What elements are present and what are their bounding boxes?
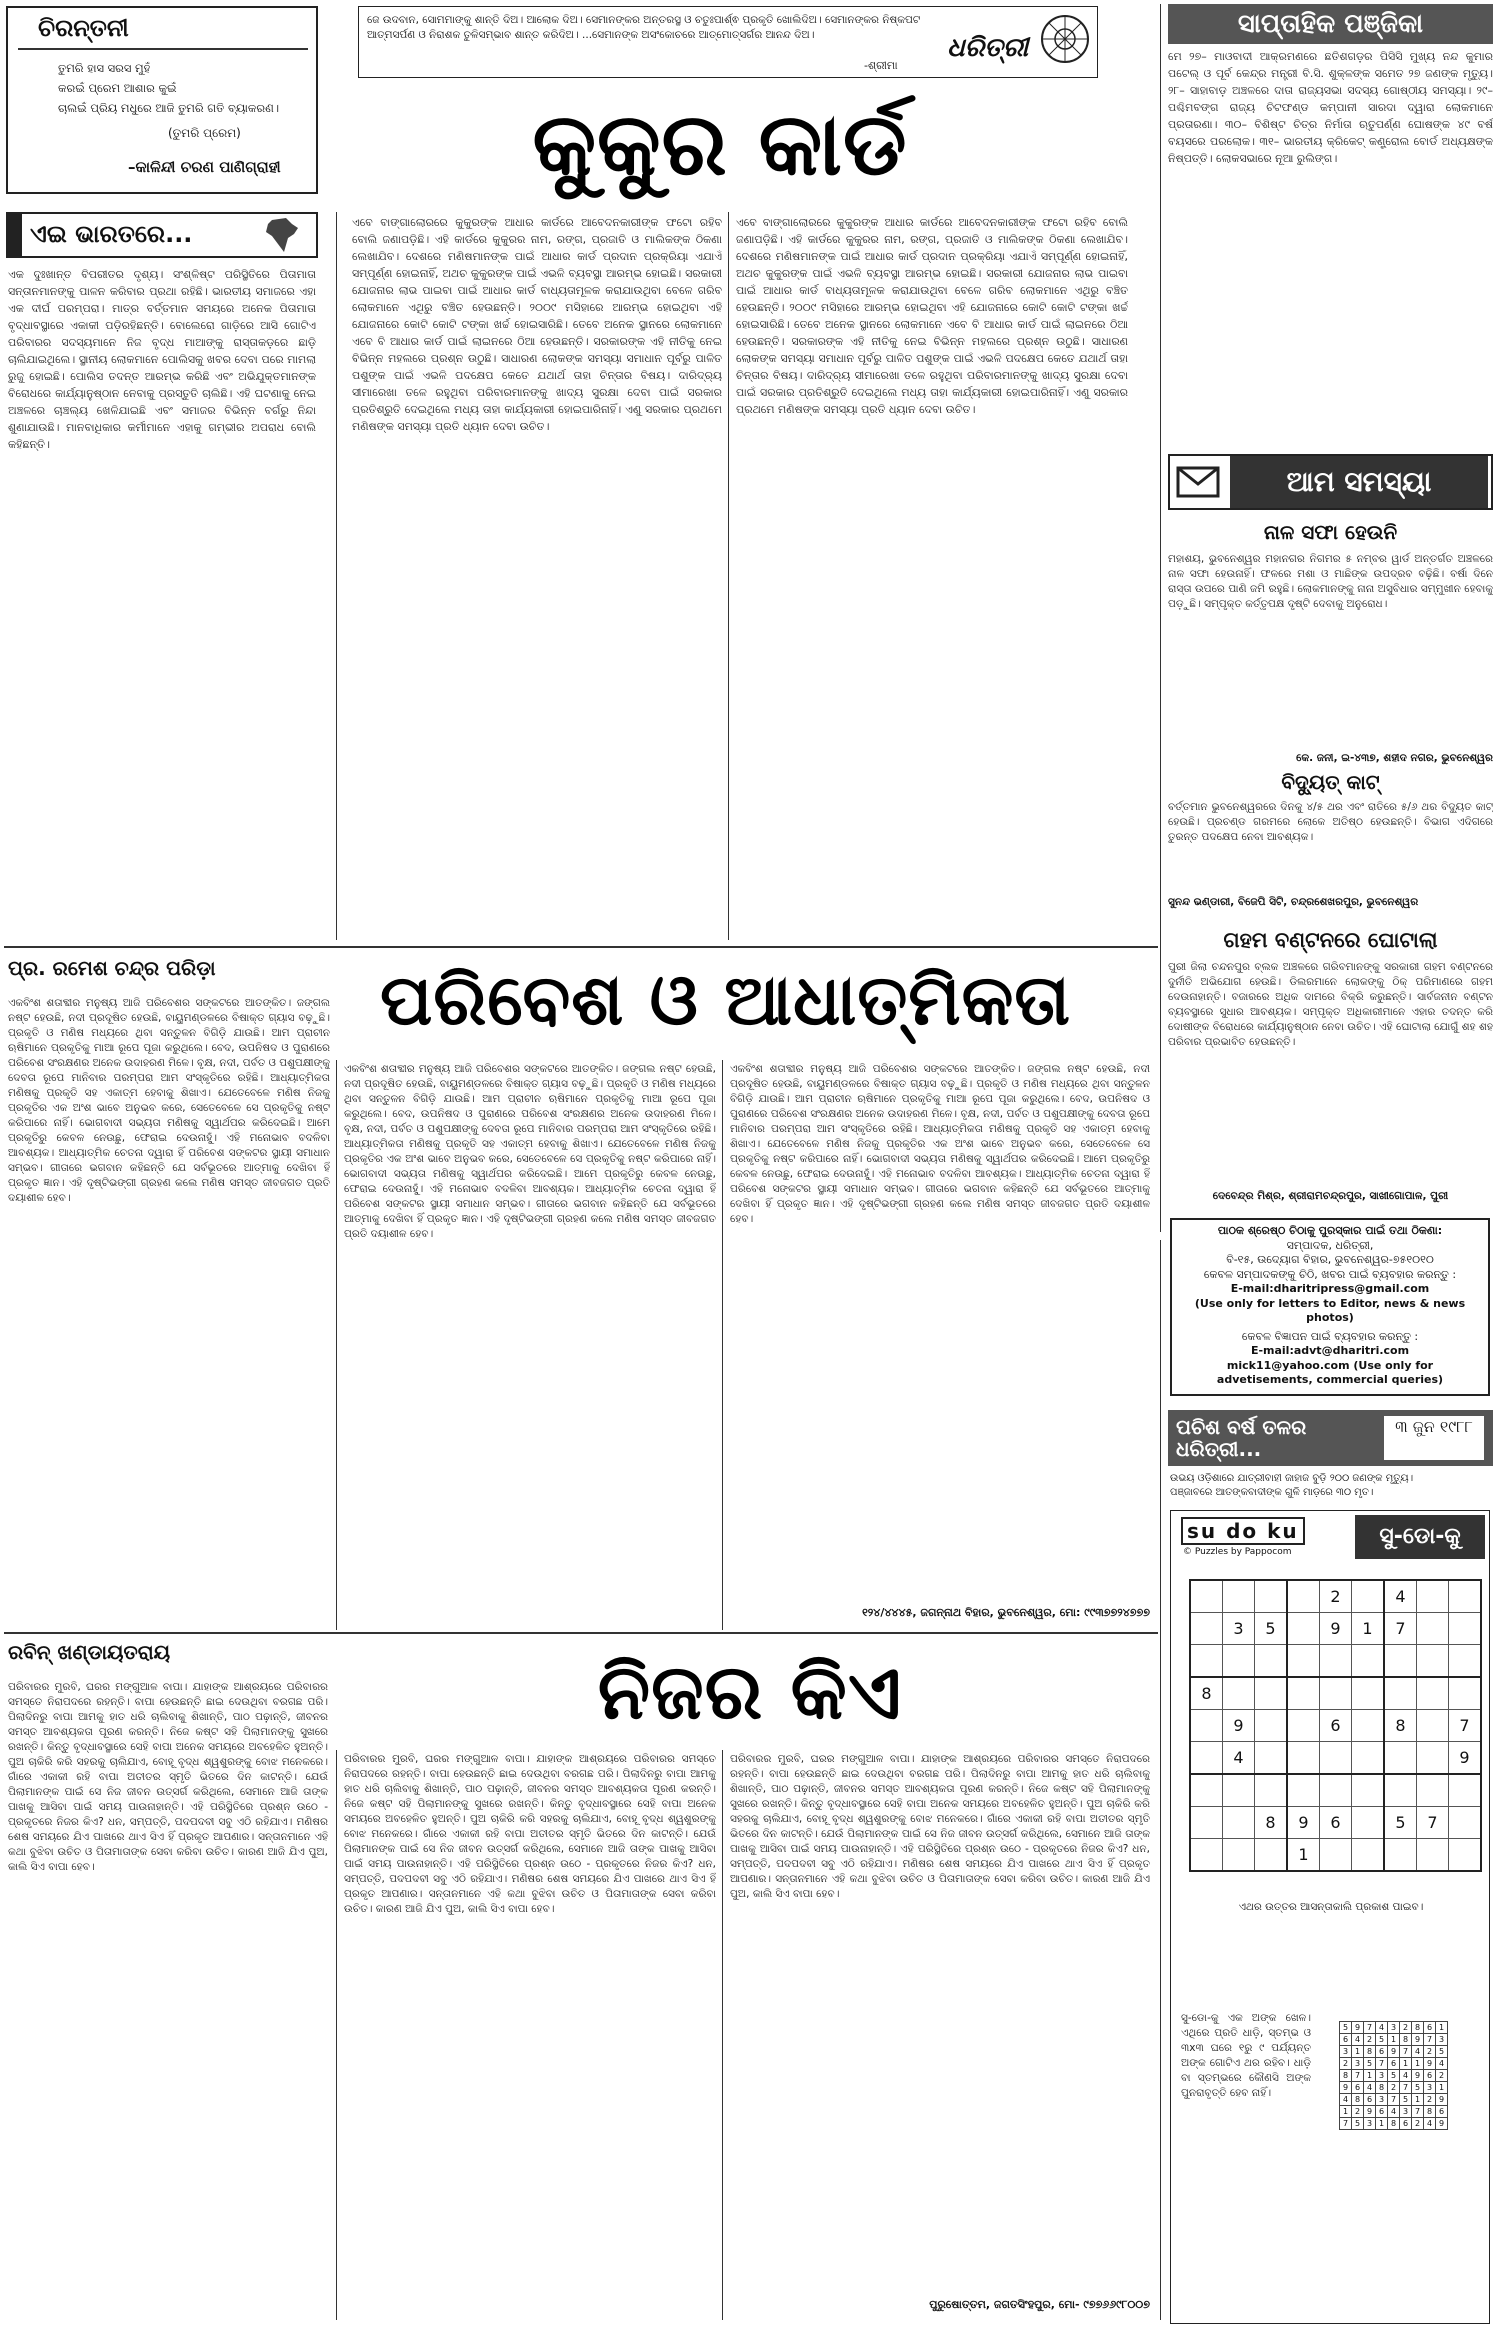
chirantani-author: –କାଳିନ୍ଦୀ ଚରଣ ପାଣିଗ୍ରାହୀ xyxy=(128,158,281,176)
india-map-icon xyxy=(258,216,306,256)
sudoku-cell xyxy=(1417,1677,1449,1710)
solution-cell: 4 xyxy=(1352,2034,1364,2046)
solution-cell: 1 xyxy=(1388,2034,1400,2046)
solution-cell: 9 xyxy=(1412,2034,1424,2046)
section-divider xyxy=(4,946,1158,948)
contact-line: କେବଳ ସମ୍ପାଦକଙ୍କୁ ଚିଠି, ଖବର ପାଇଁ ବ୍ୟବହାର କରନ୍ତୁ : xyxy=(1203,1267,1457,1281)
poem-line: ତୁମରି ହାସ ସରସ ମୁହଁ xyxy=(58,61,151,75)
sudoku-cell xyxy=(1287,1742,1320,1775)
solution-cell: 6 xyxy=(1436,2106,1448,2118)
solution-cell: 2 xyxy=(1424,2094,1436,2106)
solution-cell: 8 xyxy=(1400,2034,1412,2046)
solution-cell: 7 xyxy=(1352,2070,1364,2082)
sudoku-cell: 6 xyxy=(1320,1807,1352,1839)
sudoku-cell xyxy=(1449,1613,1482,1645)
paribesha-title: ପରିବେଶ ଓ ଆଧାତ୍ମିକତା xyxy=(380,959,1072,1041)
sudoku-cell xyxy=(1255,1645,1288,1678)
sudoku-cell: 3 xyxy=(1223,1613,1255,1645)
chirantani-box xyxy=(6,6,318,194)
e-bharatare-header xyxy=(6,212,318,258)
sudoku-cell: 5 xyxy=(1255,1613,1288,1645)
solution-cell: 9 xyxy=(1388,2046,1400,2058)
solution-cell: 2 xyxy=(1412,2118,1424,2130)
solution-cell: 3 xyxy=(1400,2106,1412,2118)
solution-cell: 5 xyxy=(1412,2082,1424,2094)
nijara-footer: ପୁରୁଷୋତ୍ତମ, ଜଗତସିଂହପୁର, ମୋ- ୯୭୭୬୬୯୮୦୦୭ xyxy=(929,2298,1150,2311)
sudoku-cell xyxy=(1320,1839,1352,1872)
dharitri-logo-icon xyxy=(1039,13,1091,65)
solution-cell: 6 xyxy=(1352,2082,1364,2094)
solution-cell: 4 xyxy=(1364,2082,1376,2094)
solution-cell: 1 xyxy=(1352,2046,1364,2058)
paribesha-column: ଏକବିଂଶ ଶତାବ୍ଦୀର ମନୁଷ୍ୟ ଆଜି ପରିବେଶର ସଙ୍କଟରେ ଆତଙ୍କିତ। ଜଙ୍ଗଲ ନଷ୍ଟ ହେଉଛି, ନଦୀ ପ୍ରଦୂଷିତ ହେଉଛି, ବାୟୁମଣ୍ଡଳରେ ବିଷାକ୍ତ ଗ୍ୟାସ ବଢ଼ୁଛି। ପ୍ରକୃତି ଓ ମଣିଷ ମଧ୍ୟରେ ଥିବା ସନ୍ତୁଳନ ବିଗିଡ଼ି ଯାଉଛି। ଆମ ପ୍ରାଚୀନ ଋଷିମାନେ ପ୍ରକୃତିକୁ ମାଆ ରୂପେ ପୂଜା କରୁଥିଲେ। ବେଦ, ଉପନିଷଦ ଓ ପୁରାଣରେ ପରିବେଶ ସଂରକ୍ଷଣର ଅନେକ ଉଦାହରଣ ମିଳେ। ବୃକ୍ଷ, ନଦୀ, ପର୍ବତ ଓ ପଶୁପକ୍ଷୀଙ୍କୁ ଦେବତା ରୂପେ ମାନିବାର ପରମ୍ପରା ଆମ ସଂସ୍କୃତିରେ ରହିଛି। ଆଧ୍ୟାତ୍ମିକତା ମଣିଷକୁ ପ୍ରକୃତି ସହ ଏକାତ୍ମ ହେବାକୁ ଶିଖାଏ। ଯେତେବେଳେ ମଣିଷ ନିଜକୁ ପ୍ରକୃତିର ଏକ ଅଂଶ ଭାବେ ଅନୁଭବ କରେ, ସେତେବେଳେ ସେ ପ୍ରକୃତିକୁ ନଷ୍ଟ କରିପାରେ ନାହିଁ। ଭୋଗବାଦୀ ସଭ୍ୟତା ମଣିଷକୁ ସ୍ୱାର୍ଥପର କରିଦେଇଛି। ଆମେ ପ୍ରକୃତିରୁ କେବଳ ନେଉଛୁ, ଫେରାଇ ଦେଉନାହୁଁ। ଏହି ମନୋଭାବ ବଦଳିବା ଆବଶ୍ୟକ। ଆଧ୍ୟାତ୍ମିକ ଚେତନା ଦ୍ୱାରା ହିଁ ପରିବେଶ ସଙ୍କଟର ସ୍ଥାୟୀ ସମାଧାନ ସମ୍ଭବ। ଗୀତାରେ ଭଗବାନ କହିଛନ୍ତି ଯେ ସର୍ବଭୂତରେ ଆତ୍ମାକୁ ଦେଖିବା ହିଁ ପ୍ରକୃତ ଜ୍ଞାନ। ଏହି ଦୃଷ୍ଟିଭଙ୍ଗୀ ଗ୍ରହଣ କଲେ ମଣିଷ ସମସ୍ତ ଜୀବଜଗତ ପ୍ରତି ଦୟାଶୀଳ ହେବ। xyxy=(344,1063,716,1240)
sudoku-cell xyxy=(1190,1807,1223,1839)
solution-cell: 7 xyxy=(1364,2022,1376,2034)
atma-samasya-header xyxy=(1168,454,1493,510)
quote-attribution: -ଶ୍ରୀମା xyxy=(864,59,898,72)
solution-cell: 6 xyxy=(1340,2034,1352,2046)
nijara-column: ପରିବାରର ମୁରବି, ଘରର ମଙ୍ଗୁଆଳ ବାପା। ଯାହାଙ୍କ ଆଶ୍ରୟରେ ପରିବାରର ସମସ୍ତେ ନିରାପଦରେ ରହନ୍ତି। ବାପା ହେଉଛନ୍ତି ଛାଇ ଦେଉଥିବା ବରଗଛ ପରି। ପିଲାଦିନରୁ ବାପା ଆମକୁ ହାତ ଧରି ଚାଲିବାକୁ ଶିଖାନ୍ତି, ପାଠ ପଢ଼ାନ୍ତି, ଜୀବନର ସମସ୍ତ ଆବଶ୍ୟକତା ପୂରଣ କରନ୍ତି। ନିଜେ କଷ୍ଟ ସହି ପିଲାମାନଙ୍କୁ ସୁଖରେ ରଖନ୍ତି। କିନ୍ତୁ ବୃଦ୍ଧାବସ୍ଥାରେ ସେହି ବାପା ଅନେକ ସମୟରେ ଅବହେଳିତ ହୁଅନ୍ତି। ପୁଅ ଚାକିରି କରି ସହରକୁ ଚାଲିଯାଏ, ବୋହୂ ବୃଦ୍ଧ ଶ୍ୱଶୁରଙ୍କୁ ବୋଝ ମନେକରେ। ଗାଁରେ ଏକାକୀ ରହି ବାପା ଅତୀତର ସ୍ମୃତି ଭିତରେ ଦିନ କାଟନ୍ତି। ଯେଉଁ ପିଲାମାନଙ୍କ ପାଇଁ ସେ ନିଜ ଜୀବନ ଉତ୍ସର୍ଗ କରିଥିଲେ, ସେମାନେ ଆଜି ତାଙ୍କ ପାଖକୁ ଆସିବା ପାଇଁ ସମୟ ପାଉନାହାନ୍ତି। ଏହି ପରିସ୍ଥିତିରେ ପ୍ରଶ୍ନ ଉଠେ - ପ୍ରକୃତରେ ନିଜର କିଏ? ଧନ, ସମ୍ପତ୍ତି, ପଦପଦବୀ ସବୁ ଏଠି ରହିଯାଏ। ମଣିଷର ଶେଷ ସମୟରେ ଯିଏ ପାଖରେ ଥାଏ ସିଏ ହିଁ ପ୍ରକୃତ ଆପଣାର। ସନ୍ତାନମାନେ ଏହି କଥା ବୁଝିବା ଉଚିତ ଓ ପିତାମାତାଙ୍କ ସେବା କରିବା ଉଚିତ। କାରଣ ଆଜି ଯିଏ ପୁଅ, କାଲି ସିଏ ବାପା ହେବ। xyxy=(8,1681,328,1873)
ad-email-alt: mick11@yahoo.com (Use only for advetisements, commercial queries) xyxy=(1216,1358,1444,1386)
solution-cell: 3 xyxy=(1376,2094,1388,2106)
solution-row xyxy=(1340,2082,1448,2094)
letter-text: ମହାଶୟ, ଭୁବନେଶ୍ୱର ମହାନଗର ନିଗମର ୫ ନମ୍ବର ୱାର୍ଡ ଅନ୍ତର୍ଗତ ଅଞ୍ଚଳରେ ନାଳ ସଫା ହେଉନାହିଁ। ଫଳରେ ମଶା ଓ ମାଛିଙ୍କ ଉପଦ୍ରବ ବଢ଼ିଛି। ବର୍ଷା ଦିନେ ରାସ୍ତା ଉପରେ ପାଣି ଜମି ରହୁଛି। ଲୋକମାନଙ୍କୁ ନାନା ଅସୁବିଧାର ସମ୍ମୁଖୀନ ହେବାକୁ ପଡ଼ୁଛି। ସମ୍ପୃକ୍ତ କର୍ତ୍ତୃପକ୍ଷ ଦୃଷ୍ଟି ଦେବାକୁ ଅନୁରୋଧ। xyxy=(1168,553,1493,610)
e-bharatare-title: ଏଇ ଭାରତରେ... xyxy=(30,220,193,248)
logo-text: ଧରିତ୍ରୀ xyxy=(947,33,1029,63)
sudoku-cell xyxy=(1417,1613,1449,1645)
letter-heading: ନାଳ ସଫା ହେଉନି xyxy=(1263,520,1398,544)
sudoku-cell xyxy=(1352,1677,1385,1710)
solution-row xyxy=(1340,2046,1448,2058)
sudoku-cell: 4 xyxy=(1384,1580,1417,1613)
sudoku-cell xyxy=(1449,1807,1482,1839)
column-divider xyxy=(1160,4,1161,1232)
sudoku-cell xyxy=(1449,1677,1482,1710)
sudoku-cell xyxy=(1320,1742,1352,1775)
sudoku-cell xyxy=(1287,1774,1320,1807)
paribesha-column: ଏକବିଂଶ ଶତାବ୍ଦୀର ମନୁଷ୍ୟ ଆଜି ପରିବେଶର ସଙ୍କଟରେ ଆତଙ୍କିତ। ଜଙ୍ଗଲ ନଷ୍ଟ ହେଉଛି, ନଦୀ ପ୍ରଦୂଷିତ ହେଉଛି, ବାୟୁମଣ୍ଡଳରେ ବିଷାକ୍ତ ଗ୍ୟାସ ବଢ଼ୁଛି। ପ୍ରକୃତି ଓ ମଣିଷ ମଧ୍ୟରେ ଥିବା ସନ୍ତୁଳନ ବିଗିଡ଼ି ଯାଉଛି। ଆମ ପ୍ରାଚୀନ ଋଷିମାନେ ପ୍ରକୃତିକୁ ମାଆ ରୂପେ ପୂଜା କରୁଥିଲେ। ବେଦ, ଉପନିଷଦ ଓ ପୁରାଣରେ ପରିବେଶ ସଂରକ୍ଷଣର ଅନେକ ଉଦାହରଣ ମିଳେ। ବୃକ୍ଷ, ନଦୀ, ପର୍ବତ ଓ ପଶୁପକ୍ଷୀଙ୍କୁ ଦେବତା ରୂପେ ମାନିବାର ପରମ୍ପରା ଆମ ସଂସ୍କୃତିରେ ରହିଛି। ଆଧ୍ୟାତ୍ମିକତା ମଣିଷକୁ ପ୍ରକୃତି ସହ ଏକାତ୍ମ ହେବାକୁ ଶିଖାଏ। ଯେତେବେଳେ ମଣିଷ ନିଜକୁ ପ୍ରକୃତିର ଏକ ଅଂଶ ଭାବେ ଅନୁଭବ କରେ, ସେତେବେଳେ ସେ ପ୍ରକୃତିକୁ ନଷ୍ଟ କରିପାରେ ନାହିଁ। ଭୋଗବାଦୀ ସଭ୍ୟତା ମଣିଷକୁ ସ୍ୱାର୍ଥପର କରିଦେଇଛି। ଆମେ ପ୍ରକୃତିରୁ କେବଳ ନେଉଛୁ, ଫେରାଇ ଦେଉନାହୁଁ। ଏହି ମନୋଭାବ ବଦଳିବା ଆବଶ୍ୟକ। ଆଧ୍ୟାତ୍ମିକ ଚେତନା ଦ୍ୱାରା ହିଁ ପରିବେଶ ସଙ୍କଟର ସ୍ଥାୟୀ ସମାଧାନ ସମ୍ଭବ। ଗୀତାରେ ଭଗବାନ କହିଛନ୍ତି ଯେ ସର୍ବଭୂତରେ ଆତ୍ମାକୁ ଦେଖିବା ହିଁ ପ୍ରକୃତ ଜ୍ଞାନ। ଏହି ଦୃଷ୍ଟିଭଙ୍ଗୀ ଗ୍ରହଣ କଲେ ମଣିଷ ସମସ୍ତ ଜୀବଜଗତ ପ୍ରତି ଦୟାଶୀଳ ହେବ। xyxy=(730,1063,1150,1225)
solution-cell: 9 xyxy=(1436,2094,1448,2106)
sudoku-cell xyxy=(1255,1839,1288,1872)
sudoku-cell xyxy=(1384,1742,1417,1775)
sudoku-cell xyxy=(1352,1580,1385,1613)
solution-cell: 1 xyxy=(1400,2058,1412,2070)
ad-intro: କେବଳ ବିଜ୍ଞାପନ ପାଇଁ ବ୍ୟବହାର କରନ୍ତୁ : xyxy=(1241,1329,1419,1343)
solution-cell: 5 xyxy=(1388,2070,1400,2082)
solution-cell: 4 xyxy=(1424,2118,1436,2130)
sudoku-cell: 9 xyxy=(1223,1710,1255,1742)
kukur-card-column: ଏବେ ବାଙ୍ଗାଲୋରରେ କୁକୁରଙ୍କ ଆଧାର କାର୍ଡରେ ଆବେଦନକାରୀଙ୍କ ଫଟୋ ରହିବ ବୋଲି ଜଣାପଡ଼ିଛି। ଏହି କାର୍ଡରେ କୁକୁରର ନାମ, ରଙ୍ଗ, ପ୍ରଜାତି ଓ ମାଲିକଙ୍କ ଠିକଣା ଲେଖାଯିବ। ଦେଶରେ ମଣିଷମାନଙ୍କ ପାଇଁ ଆଧାର କାର୍ଡ ପ୍ରଦାନ ପ୍ରକ୍ରିୟା ଏଯାଏଁ ସମ୍ପୂର୍ଣ୍ଣ ହୋଇନାହିଁ, ଅଥଚ କୁକୁରଙ୍କ ପାଇଁ ଏଭଳି ବ୍ୟବସ୍ଥା ଆରମ୍ଭ ହୋଇଛି। ସରକାରୀ ଯୋଜନାର ଲାଭ ପାଇବା ପାଇଁ ଆଧାର କାର୍ଡ ବାଧ୍ୟତାମୂଳକ କରାଯାଉଥିବା ବେଳେ ଗରିବ ଲୋକମାନେ ଏଥିରୁ ବଞ୍ଚିତ ହେଉଛନ୍ତି। ୨୦୦୯ ମସିହାରେ ଆରମ୍ଭ ହୋଇଥିବା ଏହି ଯୋଜନାରେ କୋଟି କୋଟି ଟଙ୍କା ଖର୍ଚ୍ଚ ହୋଇସାରିଛି। ତେବେ ଅନେକ ସ୍ଥାନରେ ଲୋକମାନେ ଏବେ ବି ଆଧାର କାର୍ଡ ପାଇଁ ଲାଇନରେ ଠିଆ ହେଉଛନ୍ତି। ସରକାରଙ୍କ ଏହି ନୀତିକୁ ନେଇ ବିଭିନ୍ନ ମହଲରେ ପ୍ରଶ୍ନ ଉଠୁଛି। ସାଧାରଣ ଲୋକଙ୍କ ସମସ୍ୟା ସମାଧାନ ପୂର୍ବରୁ ପାଳିତ ପଶୁଙ୍କ ପାଇଁ ଏଭଳି ପଦକ୍ଷେପ କେତେ ଯଥାର୍ଥ ତାହା ଚିନ୍ତାର ବିଷୟ। ଦାରିଦ୍ର୍ୟ ସୀମାରେଖା ତଳେ ରହୁଥିବା ପରିବାରମାନଙ୍କୁ ଖାଦ୍ୟ ସୁରକ୍ଷା ଦେବା ପାଇଁ ସରକାର ପ୍ରତିଶ୍ରୁତି ଦେଇଥିଲେ ମଧ୍ୟ ତାହା କାର୍ଯ୍ୟକାରୀ ହୋଇପାରିନାହିଁ। ଏଣୁ ସରକାର ପ୍ରଥମେ ମଣିଷଙ୍କ ସମସ୍ୟା ପ୍ରତି ଧ୍ୟାନ ଦେବା ଉଚିତ। xyxy=(736,216,1128,416)
contact-box xyxy=(1170,1218,1490,1396)
solution-cell: 9 xyxy=(1412,2070,1424,2082)
pachisa-item: ଉଭୟ ଓଡ଼ିଶାରେ ଯାତ୍ରୀବାହୀ ଜାହାଜ ବୁଡ଼ି ୨୦୦ ଜଣଙ୍କ ମୃତ୍ୟୁ। xyxy=(1170,1473,1414,1484)
kukur-card-column: ଏବେ ବାଙ୍ଗାଲୋରରେ କୁକୁରଙ୍କ ଆଧାର କାର୍ଡରେ ଆବେଦନକାରୀଙ୍କ ଫଟୋ ରହିବ ବୋଲି ଜଣାପଡ଼ିଛି। ଏହି କାର୍ଡରେ କୁକୁରର ନାମ, ରଙ୍ଗ, ପ୍ରଜାତି ଓ ମାଲିକଙ୍କ ଠିକଣା ଲେଖାଯିବ। ଦେଶରେ ମଣିଷମାନଙ୍କ ପାଇଁ ଆଧାର କାର୍ଡ ପ୍ରଦାନ ପ୍ରକ୍ରିୟା ଏଯାଏଁ ସମ୍ପୂର୍ଣ୍ଣ ହୋଇନାହିଁ, ଅଥଚ କୁକୁରଙ୍କ ପାଇଁ ଏଭଳି ବ୍ୟବସ୍ଥା ଆରମ୍ଭ ହୋଇଛି। ସରକାରୀ ଯୋଜନାର ଲାଭ ପାଇବା ପାଇଁ ଆଧାର କାର୍ଡ ବାଧ୍ୟତାମୂଳକ କରାଯାଉଥିବା ବେଳେ ଗରିବ ଲୋକମାନେ ଏଥିରୁ ବଞ୍ଚିତ ହେଉଛନ୍ତି। ୨୦୦୯ ମସିହାରେ ଆରମ୍ଭ ହୋଇଥିବା ଏହି ଯୋଜନାରେ କୋଟି କୋଟି ଟଙ୍କା ଖର୍ଚ୍ଚ ହୋଇସାରିଛି। ତେବେ ଅନେକ ସ୍ଥାନରେ ଲୋକମାନେ ଏବେ ବି ଆଧାର କାର୍ଡ ପାଇଁ ଲାଇନରେ ଠିଆ ହେଉଛନ୍ତି। ସରକାରଙ୍କ ଏହି ନୀତିକୁ ନେଇ ବିଭିନ୍ନ ମହଲରେ ପ୍ରଶ୍ନ ଉଠୁଛି। ସାଧାରଣ ଲୋକଙ୍କ ସମସ୍ୟା ସମାଧାନ ପୂର୍ବରୁ ପାଳିତ ପଶୁଙ୍କ ପାଇଁ ଏଭଳି ପଦକ୍ଷେପ କେତେ ଯଥାର୍ଥ ତାହା ଚିନ୍ତାର ବିଷୟ। ଦାରିଦ୍ର୍ୟ ସୀମାରେଖା ତଳେ ରହୁଥିବା ପରିବାରମାନଙ୍କୁ ଖାଦ୍ୟ ସୁରକ୍ଷା ଦେବା ପାଇଁ ସରକାର ପ୍ରତିଶ୍ରୁତି ଦେଇଥିଲେ ମଧ୍ୟ ତାହା କାର୍ଯ୍ୟକାରୀ ହୋଇପାରିନାହିଁ। ଏଣୁ ସରକାର ପ୍ରଥମେ ମଣିଷଙ୍କ ସମସ୍ୟା ପ୍ରତି ଧ୍ୟାନ ଦେବା ଉଚିତ। xyxy=(352,216,722,433)
contact-intro: ପାଠକ ଶ୍ରେଷ୍ଠ ଚିଠାକୁ ପୁରସ୍କାର ପାଇଁ ତଥା ଠିକଣା: xyxy=(1217,1224,1443,1237)
sudoku-box xyxy=(1170,1510,1490,2324)
pachisa-date: ୩ ଜୁନ ୧୯୮୮ xyxy=(1384,1416,1484,1460)
solution-cell: 7 xyxy=(1400,2046,1412,2058)
poem-line: କରଇଁ ପ୍ରେମ ଆଶାର କୁଇଁ xyxy=(58,81,177,95)
solution-cell: 7 xyxy=(1340,2118,1352,2130)
header-accent xyxy=(8,214,22,256)
solution-cell: 8 xyxy=(1352,2094,1364,2106)
sudoku-cell xyxy=(1287,1613,1320,1645)
column-divider xyxy=(336,212,337,940)
ad-email: E-mail:advt@dharitri.com xyxy=(1250,1344,1410,1357)
nijara-author: ରବିନ୍ ଖଣ୍ଡାୟତରାୟ xyxy=(8,1640,171,1664)
sudoku-cell: 2 xyxy=(1320,1580,1352,1613)
sudoku-cell xyxy=(1190,1645,1223,1678)
sudoku-cell: 1 xyxy=(1352,1613,1385,1645)
sudoku-answer-note: ଏଥର ଉତ୍ତର ଆସନ୍ତାକାଲି ପ୍ରକାଶ ପାଇବ। xyxy=(1238,1901,1424,1913)
solution-cell: 1 xyxy=(1412,2094,1424,2106)
paribesha-column: ଏକବିଂଶ ଶତାବ୍ଦୀର ମନୁଷ୍ୟ ଆଜି ପରିବେଶର ସଙ୍କଟରେ ଆତଙ୍କିତ। ଜଙ୍ଗଲ ନଷ୍ଟ ହେଉଛି, ନଦୀ ପ୍ରଦୂଷିତ ହେଉଛି, ବାୟୁମଣ୍ଡଳରେ ବିଷାକ୍ତ ଗ୍ୟାସ ବଢ଼ୁଛି। ପ୍ରକୃତି ଓ ମଣିଷ ମଧ୍ୟରେ ଥିବା ସନ୍ତୁଳନ ବିଗିଡ଼ି ଯାଉଛି। ଆମ ପ୍ରାଚୀନ ଋଷିମାନେ ପ୍ରକୃତିକୁ ମାଆ ରୂପେ ପୂଜା କରୁଥିଲେ। ବେଦ, ଉପନିଷଦ ଓ ପୁରାଣରେ ପରିବେଶ ସଂରକ୍ଷଣର ଅନେକ ଉଦାହରଣ ମିଳେ। ବୃକ୍ଷ, ନଦୀ, ପର୍ବତ ଓ ପଶୁପକ୍ଷୀଙ୍କୁ ଦେବତା ରୂପେ ମାନିବାର ପରମ୍ପରା ଆମ ସଂସ୍କୃତିରେ ରହିଛି। ଆଧ୍ୟାତ୍ମିକତା ମଣିଷକୁ ପ୍ରକୃତି ସହ ଏକାତ୍ମ ହେବାକୁ ଶିଖାଏ। ଯେତେବେଳେ ମଣିଷ ନିଜକୁ ପ୍ରକୃତିର ଏକ ଅଂଶ ଭାବେ ଅନୁଭବ କରେ, ସେତେବେଳେ ସେ ପ୍ରକୃତିକୁ ନଷ୍ଟ କରିପାରେ ନାହିଁ। ଭୋଗବାଦୀ ସଭ୍ୟତା ମଣିଷକୁ ସ୍ୱାର୍ଥପର କରିଦେଇଛି। ଆମେ ପ୍ରକୃତିରୁ କେବଳ ନେଉଛୁ, ଫେରାଇ ଦେଉନାହୁଁ। ଏହି ମନୋଭାବ ବଦଳିବା ଆବଶ୍ୟକ। ଆଧ୍ୟାତ୍ମିକ ଚେତନା ଦ୍ୱାରା ହିଁ ପରିବେଶ ସଙ୍କଟର ସ୍ଥାୟୀ ସମାଧାନ ସମ୍ଭବ। ଗୀତାରେ ଭଗବାନ କହିଛନ୍ତି ଯେ ସର୍ବଭୂତରେ ଆତ୍ମାକୁ ଦେଖିବା ହିଁ ପ୍ରକୃତ ଜ୍ଞାନ। ଏହି ଦୃଷ୍ଟିଭଙ୍ଗୀ ଗ୍ରହଣ କଲେ ମଣିଷ ସମସ୍ତ ଜୀବଜଗତ ପ୍ରତି ଦୟାଶୀଳ ହେବ। xyxy=(8,997,330,1204)
column-divider xyxy=(336,1060,337,1630)
column-divider xyxy=(722,1750,723,2320)
solution-row xyxy=(1340,2094,1448,2106)
nijara-title: ନିଜର କିଏ xyxy=(597,1647,903,1736)
sudoku-cell xyxy=(1352,1774,1385,1807)
sudoku-cell xyxy=(1190,1580,1223,1613)
chirantani-rule xyxy=(18,48,308,50)
sudoku-cell xyxy=(1190,1774,1223,1807)
sudoku-cell xyxy=(1417,1839,1449,1872)
sudoku-cell: 4 xyxy=(1223,1742,1255,1775)
sudoku-cell xyxy=(1223,1839,1255,1872)
contact-line: ବି-୧୫, ଉଦ୍ୟୋଗ ବିହାର, ଭୁବନେଶ୍ୱର-୭୫୧୦୧୦ xyxy=(1226,1253,1434,1266)
nijara-column: ପରିବାରର ମୁରବି, ଘରର ମଙ୍ଗୁଆଳ ବାପା। ଯାହାଙ୍କ ଆଶ୍ରୟରେ ପରିବାରର ସମସ୍ତେ ନିରାପଦରେ ରହନ୍ତି। ବାପା ହେଉଛନ୍ତି ଛାଇ ଦେଉଥିବା ବରଗଛ ପରି। ପିଲାଦିନରୁ ବାପା ଆମକୁ ହାତ ଧରି ଚାଲିବାକୁ ଶିଖାନ୍ତି, ପାଠ ପଢ଼ାନ୍ତି, ଜୀବନର ସମସ୍ତ ଆବଶ୍ୟକତା ପୂରଣ କରନ୍ତି। ନିଜେ କଷ୍ଟ ସହି ପିଲାମାନଙ୍କୁ ସୁଖରେ ରଖନ୍ତି। କିନ୍ତୁ ବୃଦ୍ଧାବସ୍ଥାରେ ସେହି ବାପା ଅନେକ ସମୟରେ ଅବହେଳିତ ହୁଅନ୍ତି। ପୁଅ ଚାକିରି କରି ସହରକୁ ଚାଲିଯାଏ, ବୋହୂ ବୃଦ୍ଧ ଶ୍ୱଶୁରଙ୍କୁ ବୋଝ ମନେକରେ। ଗାଁରେ ଏକାକୀ ରହି ବାପା ଅତୀତର ସ୍ମୃତି ଭିତରେ ଦିନ କାଟନ୍ତି। ଯେଉଁ ପିଲାମାନଙ୍କ ପାଇଁ ସେ ନିଜ ଜୀବନ ଉତ୍ସର୍ଗ କରିଥିଲେ, ସେମାନେ ଆଜି ତାଙ୍କ ପାଖକୁ ଆସିବା ପାଇଁ ସମୟ ପାଉନାହାନ୍ତି। ଏହି ପରିସ୍ଥିତିରେ ପ୍ରଶ୍ନ ଉଠେ - ପ୍ରକୃତରେ ନିଜର କିଏ? ଧନ, ସମ୍ପତ୍ତି, ପଦପଦବୀ ସବୁ ଏଠି ରହିଯାଏ। ମଣିଷର ଶେଷ ସମୟରେ ଯିଏ ପାଖରେ ଥାଏ ସିଏ ହିଁ ପ୍ରକୃତ ଆପଣାର। ସନ୍ତାନମାନେ ଏହି କଥା ବୁଝିବା ଉଚିତ ଓ ପିତାମାତାଙ୍କ ସେବା କରିବା ଉଚିତ। କାରଣ ଆଜି ଯିଏ ପୁଅ, କାଲି ସିଏ ବାପା ହେବ। xyxy=(730,1753,1150,1900)
sudoku-cell: 8 xyxy=(1190,1677,1223,1710)
solution-row xyxy=(1340,2058,1448,2070)
sudoku-row xyxy=(1190,1839,1481,1872)
solution-cell: 7 xyxy=(1400,2082,1412,2094)
sudoku-cell: 5 xyxy=(1384,1807,1417,1839)
sudoku-cell xyxy=(1449,1774,1482,1807)
solution-cell: 3 xyxy=(1436,2034,1448,2046)
sudoku-row xyxy=(1190,1580,1481,1613)
solution-cell: 7 xyxy=(1376,2058,1388,2070)
sudoku-grid xyxy=(1189,1579,1482,1872)
sudoku-cell: 7 xyxy=(1417,1807,1449,1839)
sudoku-cell: 8 xyxy=(1255,1807,1288,1839)
letter-author: ଦେବେନ୍ଦ୍ର ମିଶ୍ର, ଶ୍ରୀରାମଚନ୍ଦ୍ରପୁର, ସାଖୀଗୋପାଳ, ପୁରୀ xyxy=(1212,1190,1449,1202)
solution-cell: 5 xyxy=(1352,2118,1364,2130)
column-divider xyxy=(336,1750,337,2320)
sudoku-cell xyxy=(1223,1807,1255,1839)
sudoku-cell xyxy=(1417,1580,1449,1613)
sudoku-solution xyxy=(1339,2021,1448,2130)
solution-cell: 3 xyxy=(1424,2082,1436,2094)
pachisa-item: ପଞ୍ଜାବରେ ଆତଙ୍କବାଦୀଙ୍କ ଗୁଳି ମାଡ଼ରେ ୩୦ ମୃତ। xyxy=(1170,1487,1374,1498)
column-divider xyxy=(722,1060,723,1630)
quote-text: ଜେ ଉଦବାନ, ସୋମମାଙ୍କୁ ଶାନ୍ତି ଦିଅ। ଆଲୋକ ଦିଅ। ସେମାନଙ୍କର ଅନ୍ତରସ୍ଥ ଓ ଚତୁଃପାର୍ଶ୍ଵ ପ୍ରକୃତି ଖୋଲିଦିଅ। ସେମାନଙ୍କର ନିଷ୍କପଟ ଆତ୍ମସର୍ପଣ ଓ ନିରାଶକ ତୁଳିସମ୍ଭାବ ଶାନ୍ତ କରିଦିଅ। ...ସେମାନଙ୍କ ଅସଂକୋଚରେ ଆତ୍ମୋତ୍ସର୍ଗର ଆନନ୍ଦ ଦିଅ। xyxy=(367,14,921,41)
sudoku-cell xyxy=(1352,1710,1385,1742)
sudoku-cell xyxy=(1417,1774,1449,1807)
letter-author: କେ. ଜନୀ, ଇ-୪୩୭, ଶହୀଦ ନଗର, ଭୁବନେଶ୍ୱର xyxy=(1296,752,1493,764)
sudoku-cell xyxy=(1287,1710,1320,1742)
sudoku-cell: 9 xyxy=(1320,1613,1352,1645)
solution-cell: 6 xyxy=(1364,2094,1376,2106)
solution-cell: 5 xyxy=(1340,2022,1352,2034)
sudoku-cell xyxy=(1320,1645,1352,1678)
sudoku-cell xyxy=(1190,1710,1223,1742)
sudoku-row xyxy=(1190,1774,1481,1807)
solution-cell: 6 xyxy=(1388,2058,1400,2070)
solution-cell: 1 xyxy=(1436,2022,1448,2034)
solution-row xyxy=(1340,2106,1448,2118)
kukur-card-title: କୁକୁର କାର୍ଡ xyxy=(532,95,908,195)
contact-line: ସମ୍ପାଦକ, ଧରିତ୍ରୀ, xyxy=(1286,1238,1374,1252)
sudoku-cell xyxy=(1190,1839,1223,1872)
poem-line: ଚାଲଇଁ ପ୍ରିୟ ମଧୁରେ ଆଜି ତୁମରି ଗତି ବ୍ୟାକରଣ। xyxy=(58,101,280,115)
sudoku-grid-table xyxy=(1189,1579,1482,1872)
solution-cell: 6 xyxy=(1376,2046,1388,2058)
sudoku-cell xyxy=(1223,1580,1255,1613)
solution-cell: 3 xyxy=(1364,2118,1376,2130)
letter-author: ସୁନନ୍ଦ ଭଣ୍ଡାରୀ, ବିଜେପି ସିଟି, ଚନ୍ଦ୍ରଶେଖରପୁର, ଭୁବନେଶ୍ୱର xyxy=(1168,896,1419,908)
pachisa-title: ପଚିଶ ବର୍ଷ ତଳର ଧରିତ୍ରୀ... xyxy=(1176,1415,1307,1461)
paribesha-footer: ୧୨୪/୪୪୪୫, ଜଗନ୍ନାଥ ବିହାର, ଭୁବନେଶ୍ୱର, ମୋ: ୯୯୩୭୭୨୪୭୭୭ xyxy=(862,1606,1150,1619)
solution-cell: 6 xyxy=(1376,2106,1388,2118)
sudoku-cell xyxy=(1255,1710,1288,1742)
sudoku-cell xyxy=(1320,1677,1352,1710)
solution-cell: 2 xyxy=(1340,2058,1352,2070)
sudoku-cell: 7 xyxy=(1449,1710,1482,1742)
letter-heading: ଗହମ ବଣ୍ଟନରେ ଘୋଟାଲା xyxy=(1223,928,1438,952)
chirantani-title: ଚିରନ୍ତନୀ xyxy=(38,14,129,42)
solution-cell: 8 xyxy=(1388,2118,1400,2130)
solution-cell: 8 xyxy=(1424,2106,1436,2118)
solution-cell: 5 xyxy=(1364,2058,1376,2070)
envelope-icon xyxy=(1176,464,1220,500)
solution-cell: 1 xyxy=(1340,2106,1352,2118)
sudoku-row xyxy=(1190,1710,1481,1742)
column-divider xyxy=(1160,1240,1161,2320)
sudoku-cell xyxy=(1287,1645,1320,1678)
sudoku-cell xyxy=(1287,1580,1320,1613)
sudoku-cell xyxy=(1352,1742,1385,1775)
solution-cell: 6 xyxy=(1400,2118,1412,2130)
solution-cell: 8 xyxy=(1376,2082,1388,2094)
sudoku-cell: 9 xyxy=(1287,1807,1320,1839)
solution-cell: 4 xyxy=(1412,2046,1424,2058)
solution-cell: 3 xyxy=(1388,2022,1400,2034)
sudoku-cell xyxy=(1223,1645,1255,1678)
saptahik-text: ମେ ୨୭– ମାଓବାଦୀ ଆକ୍ରମଣରେ ଛତିଶଗଡ଼ର ପିସିସି ମୁଖ୍ୟ ନନ୍ଦ କୁମାର ପଟେଲ୍ ଓ ପୂର୍ବ କେନ୍ଦ୍ର ମନ୍ତ୍ରୀ ବି.ସି. ଶୁକ୍ଳଙ୍କ ସମେତ ୨୭ ଜଣଙ୍କ ମୃତ୍ୟୁ। ୨୮– ସାହାବାଡ଼ ଅଞ୍ଚଳରେ ଦାତା ରାଜ୍ୟସଭା ସଦସ୍ୟ ଗୋଷ୍ଠୀୟ ସମସ୍ୟା। ୨୯– ପଶ୍ଚିମବଙ୍ଗ ରାଜ୍ୟ ଚିଟଫଣ୍ଡ କମ୍ପାନୀ ସାରଦା ଦ୍ୱାରା ଲୋକମାନେ ପ୍ରତାରଣା। ୩୦– ବିଶିଷ୍ଟ ଚିତ୍ର ନିର୍ମାତା ଋତୁପର୍ଣ୍ଣ ଘୋଷଙ୍କ ୪୯ ବର୍ଷ ବୟସରେ ପରଲୋକ। ୩୧– ଭାରତୀୟ କ୍ରିକେଟ୍ କଣ୍ଟ୍ରୋଲ ବୋର୍ଡ ଅଧ୍ୟକ୍ଷଙ୍କ ନିଷ୍ପତ୍ତି। ଲୋକସଭାରେ ନୂଆ ରୁଲିଙ୍ଗ। xyxy=(1168,50,1493,165)
column-divider xyxy=(728,212,729,940)
editor-email-note: (Use only for letters to Editor, news & news photos) xyxy=(1194,1296,1466,1324)
sudoku-row xyxy=(1190,1807,1481,1839)
section-divider xyxy=(4,1632,1158,1634)
solution-row xyxy=(1340,2034,1448,2046)
sudoku-cell: 7 xyxy=(1384,1613,1417,1645)
solution-cell: 8 xyxy=(1340,2070,1352,2082)
solution-cell: 4 xyxy=(1388,2106,1400,2118)
solution-cell: 3 xyxy=(1376,2070,1388,2082)
letter-text: ବର୍ତ୍ତମାନ ଭୁବନେଶ୍ୱରରେ ଦିନକୁ ୪/୫ ଥର ଏବଂ ରାତିରେ ୫/୬ ଥର ବିଦ୍ୟୁତ କାଟ୍ ହେଉଛି। ପ୍ରଚଣ୍ଡ ଗରମରେ ଲୋକେ ଅତିଷ୍ଠ ହେଉଛନ୍ତି। ବିଭାଗ ଏଦିଗରେ ତୁରନ୍ତ ପଦକ୍ଷେପ ନେବା ଆବଶ୍ୟକ। xyxy=(1168,801,1493,843)
solution-cell: 4 xyxy=(1400,2070,1412,2082)
solution-cell: 7 xyxy=(1412,2106,1424,2118)
sudoku-cell xyxy=(1223,1677,1255,1710)
sudoku-cell xyxy=(1287,1677,1320,1710)
sudoku-cell xyxy=(1320,1774,1352,1807)
solution-cell: 8 xyxy=(1412,2022,1424,2034)
solution-cell: 4 xyxy=(1436,2058,1448,2070)
sudoku-cell xyxy=(1190,1613,1223,1645)
sudoku-solution-table xyxy=(1339,2021,1448,2130)
solution-cell: 1 xyxy=(1364,2070,1376,2082)
solution-cell: 2 xyxy=(1364,2034,1376,2046)
solution-cell: 2 xyxy=(1352,2106,1364,2118)
sudoku-row xyxy=(1190,1613,1481,1645)
sudoku-brand: su do ku xyxy=(1181,1517,1305,1545)
sudoku-cell xyxy=(1352,1839,1385,1872)
sudoku-cell xyxy=(1417,1742,1449,1775)
solution-cell: 7 xyxy=(1424,2034,1436,2046)
solution-cell: 2 xyxy=(1436,2070,1448,2082)
sudoku-cell xyxy=(1255,1742,1288,1775)
saptahik-title: ସାପ୍ତାହିକ ପଞ୍ଜିକା xyxy=(1168,4,1493,44)
solution-cell: 4 xyxy=(1340,2094,1352,2106)
atma-samasya-title: ଆମ ସମସ୍ୟା xyxy=(1230,456,1488,508)
paribesha-author: ପ୍ର. ରମେଶ ଚନ୍ଦ୍ର ପରିଡ଼ା xyxy=(8,956,216,980)
sudoku-cell: 6 xyxy=(1320,1710,1352,1742)
sudoku-row xyxy=(1190,1742,1481,1775)
solution-cell: 3 xyxy=(1340,2046,1352,2058)
solution-cell: 2 xyxy=(1424,2046,1436,2058)
solution-cell: 4 xyxy=(1376,2022,1388,2034)
sudoku-cell: 1 xyxy=(1287,1839,1320,1872)
sudoku-row xyxy=(1190,1645,1481,1678)
solution-row xyxy=(1340,2022,1448,2034)
pachisa-box xyxy=(1168,1410,1493,1466)
solution-cell: 5 xyxy=(1376,2034,1388,2046)
solution-cell: 1 xyxy=(1412,2058,1424,2070)
solution-cell: 9 xyxy=(1424,2058,1436,2070)
sudoku-cell xyxy=(1449,1839,1482,1872)
sudoku-cell xyxy=(1417,1710,1449,1742)
chirantani-source: (ତୁମରି ପ୍ରେମ) xyxy=(168,126,241,140)
e-bharatare-text: ଏକ ଦୁଃଖାନ୍ତ ବିପରୀତର ଦୃଶ୍ୟ। ସଂଶ୍ଳିଷ୍ଟ ପରିସ୍ଥିତିରେ ପିତାମାତା ସନ୍ତାନମାନଙ୍କୁ ପାଳନ କରିବାର ପ୍ରଥା ରହିଛି। ଭାରତୀୟ ସମାଜରେ ଏହା ଏକ ଦୀର୍ଘ ପରମ୍ପରା। ମାତ୍ର ବର୍ତ୍ତମାନ ସମୟରେ ଅନେକ ପିତାମାତା ବୃଦ୍ଧାବସ୍ଥାରେ ଏକାକୀ ପଡ଼ିରହିଛନ୍ତି। ବୋଲେରୋ ଗାଡ଼ିରେ ଆସି ଗୋଟିଏ ପରିବାରର ସଦସ୍ୟମାନେ ନିଜ ବୃଦ୍ଧ ମାଆଙ୍କୁ ରାସ୍ତାକଡ଼ରେ ଛାଡ଼ି ଚାଲିଯାଇଥିଲେ। ସ୍ଥାନୀୟ ଲୋକମାନେ ପୋଲିସକୁ ଖବର ଦେବା ପରେ ମାମଲା ରୁଜୁ ହୋଇଛି। ପୋଲିସ ତଦନ୍ତ ଆରମ୍ଭ କରିଛି ଏବଂ ଅଭିଯୁକ୍ତମାନଙ୍କ ବିରୋଧରେ କାର୍ଯ୍ୟାନୁଷ୍ଠାନ ନେବାକୁ ପ୍ରସ୍ତୁତି ଚାଲିଛି। ଏହି ଘଟଣାକୁ ନେଇ ଅଞ୍ଚଳରେ ଚାଞ୍ଚଲ୍ୟ ଖେଳିଯାଇଛି ଏବଂ ସମାଜର ବିଭିନ୍ନ ବର୍ଗରୁ ନିନ୍ଦା ଶୁଣାଯାଉଛି। ମାନବାଧିକାର କର୍ମୀମାନେ ଏହାକୁ ଗମ୍ଭୀର ଅପରାଧ ବୋଲି କହିଛନ୍ତି। xyxy=(8,268,316,451)
letter-text: ପୁରୀ ଜିଲା ଚନ୍ଦନପୁର ବ୍ଲକ ଅଞ୍ଚଳରେ ଗରିବମାନଙ୍କୁ ସରକାରୀ ଗହମ ବଣ୍ଟନରେ ଦୁର୍ନୀତି ଅଭିଯୋଗ ହେଉଛି। ଡିଲରମାନେ ଲୋକଙ୍କୁ ଠିକ୍ ପରିମାଣରେ ଗହମ ଦେଉନାହାନ୍ତି। ବଜାରରେ ଅଧିକ ଦାମରେ ବିକ୍ରି କରୁଛନ୍ତି। ସାର୍ବଜନୀନ ବଣ୍ଟନ ବ୍ୟବସ୍ଥାରେ ସୁଧାର ଆବଶ୍ୟକ। ସମ୍ପୃକ୍ତ ଅଧିକାରୀମାନେ ଏହାର ତଦନ୍ତ କରି ଦୋଷୀଙ୍କ ବିରୋଧରେ କାର୍ଯ୍ୟାନୁଷ୍ଠାନ ନେବା ଉଚିତ। ଏହି ଘୋଟାଲା ଯୋଗୁଁ ଶହ ଶହ ପରିବାର ପ୍ରଭାବିତ ହେଉଛନ୍ତି। xyxy=(1168,961,1493,1048)
sudoku-rules: ସୁ-ଡୋ-କୁ ଏକ ଅଙ୍କ ଖେଳ। ଏଥିରେ ପ୍ରତି ଧାଡ଼ି, ସ୍ତମ୍ଭ ଓ ୩x୩ ଘରେ ୧ରୁ ୯ ପର୍ଯ୍ୟନ୍ତ ଅଙ୍କ ଗୋଟିଏ ଥର ରହିବ। ଧାଡ଼ି ବା ସ୍ତମ୍ଭରେ କୌଣସି ଅଙ୍କ ପୁନରାବୃତ୍ତି ହେବ ନାହିଁ। xyxy=(1181,2012,1311,2099)
editor-email: E-mail:dharitripress@gmail.com xyxy=(1230,1282,1430,1295)
sudoku-cell xyxy=(1223,1774,1255,1807)
quote-box xyxy=(358,6,1098,78)
solution-cell: 1 xyxy=(1376,2118,1388,2130)
letter-heading: ବିଦ୍ୟୁତ୍ କାଟ୍ xyxy=(1281,770,1380,794)
sudoku-cell xyxy=(1384,1839,1417,1872)
sudoku-cell xyxy=(1352,1807,1385,1839)
nijara-column: ପରିବାରର ମୁରବି, ଘରର ମଙ୍ଗୁଆଳ ବାପା। ଯାହାଙ୍କ ଆଶ୍ରୟରେ ପରିବାରର ସମସ୍ତେ ନିରାପଦରେ ରହନ୍ତି। ବାପା ହେଉଛନ୍ତି ଛାଇ ଦେଉଥିବା ବରଗଛ ପରି। ପିଲାଦିନରୁ ବାପା ଆମକୁ ହାତ ଧରି ଚାଲିବାକୁ ଶିଖାନ୍ତି, ପାଠ ପଢ଼ାନ୍ତି, ଜୀବନର ସମସ୍ତ ଆବଶ୍ୟକତା ପୂରଣ କରନ୍ତି। ନିଜେ କଷ୍ଟ ସହି ପିଲାମାନଙ୍କୁ ସୁଖରେ ରଖନ୍ତି। କିନ୍ତୁ ବୃଦ୍ଧାବସ୍ଥାରେ ସେହି ବାପା ଅନେକ ସମୟରେ ଅବହେଳିତ ହୁଅନ୍ତି। ପୁଅ ଚାକିରି କରି ସହରକୁ ଚାଲିଯାଏ, ବୋହୂ ବୃଦ୍ଧ ଶ୍ୱଶୁରଙ୍କୁ ବୋଝ ମନେକରେ। ଗାଁରେ ଏକାକୀ ରହି ବାପା ଅତୀତର ସ୍ମୃତି ଭିତରେ ଦିନ କାଟନ୍ତି। ଯେଉଁ ପିଲାମାନଙ୍କ ପାଇଁ ସେ ନିଜ ଜୀବନ ଉତ୍ସର୍ଗ କରିଥିଲେ, ସେମାନେ ଆଜି ତାଙ୍କ ପାଖକୁ ଆସିବା ପାଇଁ ସମୟ ପାଉନାହାନ୍ତି। ଏହି ପରିସ୍ଥିତିରେ ପ୍ରଶ୍ନ ଉଠେ - ପ୍ରକୃତରେ ନିଜର କିଏ? ଧନ, ସମ୍ପତ୍ତି, ପଦପଦବୀ ସବୁ ଏଠି ରହିଯାଏ। ମଣିଷର ଶେଷ ସମୟରେ ଯିଏ ପାଖରେ ଥାଏ ସିଏ ହିଁ ପ୍ରକୃତ ଆପଣାର। ସନ୍ତାନମାନେ ଏହି କଥା ବୁଝିବା ଉଚିତ ଓ ପିତାମାତାଙ୍କ ସେବା କରିବା ଉଚିତ। କାରଣ ଆଜି ଯିଏ ପୁଅ, କାଲି ସିଏ ବାପା ହେବ। xyxy=(344,1753,716,1915)
sudoku-cell xyxy=(1384,1774,1417,1807)
solution-row xyxy=(1340,2070,1448,2082)
solution-cell: 7 xyxy=(1388,2094,1400,2106)
sudoku-cell xyxy=(1255,1677,1288,1710)
solution-cell: 2 xyxy=(1388,2082,1400,2094)
solution-cell: 9 xyxy=(1364,2106,1376,2118)
sudoku-cell xyxy=(1352,1645,1385,1678)
sudoku-cell xyxy=(1384,1677,1417,1710)
sudoku-cell: 8 xyxy=(1384,1710,1417,1742)
solution-cell: 6 xyxy=(1424,2022,1436,2034)
solution-cell: 9 xyxy=(1436,2118,1448,2130)
solution-cell: 8 xyxy=(1364,2046,1376,2058)
sudoku-credit: © Puzzles by Pappocom xyxy=(1183,1547,1292,1557)
solution-row xyxy=(1340,2118,1448,2130)
sudoku-cell xyxy=(1384,1645,1417,1678)
chirantani-poem xyxy=(58,58,279,118)
sudoku-cell xyxy=(1449,1580,1482,1613)
solution-cell: 5 xyxy=(1436,2046,1448,2058)
solution-cell: 2 xyxy=(1400,2022,1412,2034)
sudoku-cell xyxy=(1255,1774,1288,1807)
sudoku-cell: 9 xyxy=(1449,1742,1482,1775)
solution-cell: 3 xyxy=(1352,2058,1364,2070)
solution-cell: 9 xyxy=(1340,2082,1352,2094)
sudoku-cell xyxy=(1190,1742,1223,1775)
sudoku-row xyxy=(1190,1677,1481,1710)
sudoku-cell xyxy=(1417,1645,1449,1678)
pachisa-list xyxy=(1170,1472,1490,1500)
sudoku-cell xyxy=(1255,1580,1288,1613)
solution-cell: 6 xyxy=(1424,2070,1436,2082)
sudoku-cell xyxy=(1449,1645,1482,1678)
solution-cell: 9 xyxy=(1352,2022,1364,2034)
solution-cell: 5 xyxy=(1400,2094,1412,2106)
sudoku-title: ସୁ-ଡୋ-କୁ xyxy=(1355,1515,1485,1559)
solution-cell: 1 xyxy=(1436,2082,1448,2094)
